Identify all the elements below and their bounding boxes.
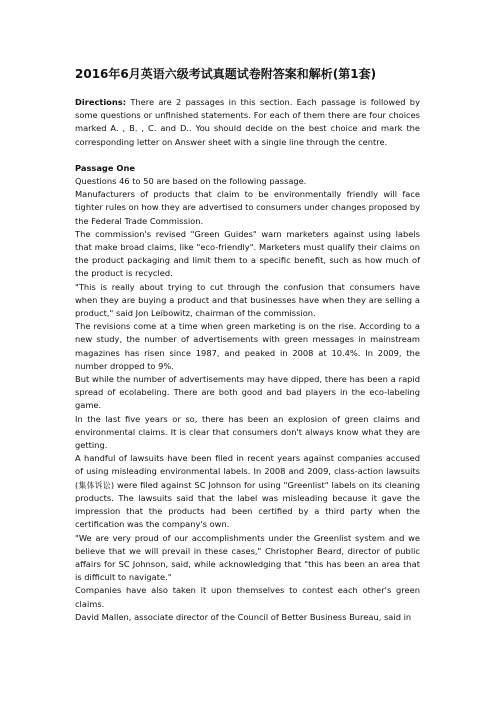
paragraph: The revisions come at a time when green marketing is on the rise. According to a new study, the number of advertisements with green messages in mainstream magazines has risen since 1987, and peaked in 2008 at 10.4%. In 2009, the number dropped to 9%.: [75, 321, 420, 371]
directions-text: There are 2 passages in this section. Each passage is followed by some questions or unfinished statements. For each of them there are four choices marked A. , B. , C. and D.. You should decide on the best choice and mark the corresponding letter on Answer sheet with a single line through the centre.: [75, 97, 420, 147]
directions-label: Directions:: [75, 97, 127, 107]
paragraph: The commission's revised "Green Guides" warn marketers against using labels that make broad claims, like "eco-friendly". Marketers must qualify their claims on the product packaging and limit them to a specific benefit, such as how much of the product is recycled.: [75, 228, 420, 279]
paragraph: [75, 452, 420, 531]
passage-title: Passage One: [75, 162, 135, 173]
paragraph: But while the number of advertisements may have dipped, there has been a rapid spread of ecolabeling. There are both good and bad players in the eco-labeling game.: [75, 374, 420, 411]
document-title: 2016年6月英语六级考试真题试卷附答案和解析(第1套): [75, 67, 377, 81]
document-body: [75, 66, 420, 624]
paragraph: Questions 46 to 50 are based on the following passage.: [75, 176, 307, 187]
chinese-gloss: 集体诉讼: [78, 480, 111, 490]
paragraph: David Mallen, associate director of the Council of Better Business Bureau, said in: [75, 611, 412, 622]
directions-paragraph: [75, 96, 420, 149]
paragraph-text: ) were filed against SC Johnson for using "Greenlist" labels on its cleaning products. The lawsuits said that the label was misleading because it gave the impression that the products had been certified by a third party when the certification was the company's own.: [75, 479, 421, 530]
paragraph: "We are very proud of our accomplishments under the Greenlist system and we believe that we will prevail in these cases," Christopher Beard, director of public affairs for SC Johnson, said, while acknowledging that "this has been an area that is difficult to navigate.": [75, 532, 420, 583]
paragraph: Manufacturers of products that claim to be environmentally friendly will face tighter rules on how they are advertised to consumers under changes proposed by the Federal Trade Commission.: [75, 189, 420, 226]
paragraph: Companies have also taken it upon themselves to contest each other's green claims.: [75, 585, 420, 609]
paragraph-text: A handful of lawsuits have been filed in recent years against companies accused of using misleading environmental labels. In 2008 and 2009, class-action lawsuits (: [75, 453, 420, 490]
paragraph: In the last five years or so, there has been an explosion of green claims and environmental claims. It is clear that consumers don't always know what they are getting.: [75, 413, 420, 451]
paragraph: "This is really about trying to cut through the confusion that consumers have when they are buying a product and that businesses have when they are selling a product," said Jon Leibowitz, chairman of the commission.: [75, 281, 420, 319]
